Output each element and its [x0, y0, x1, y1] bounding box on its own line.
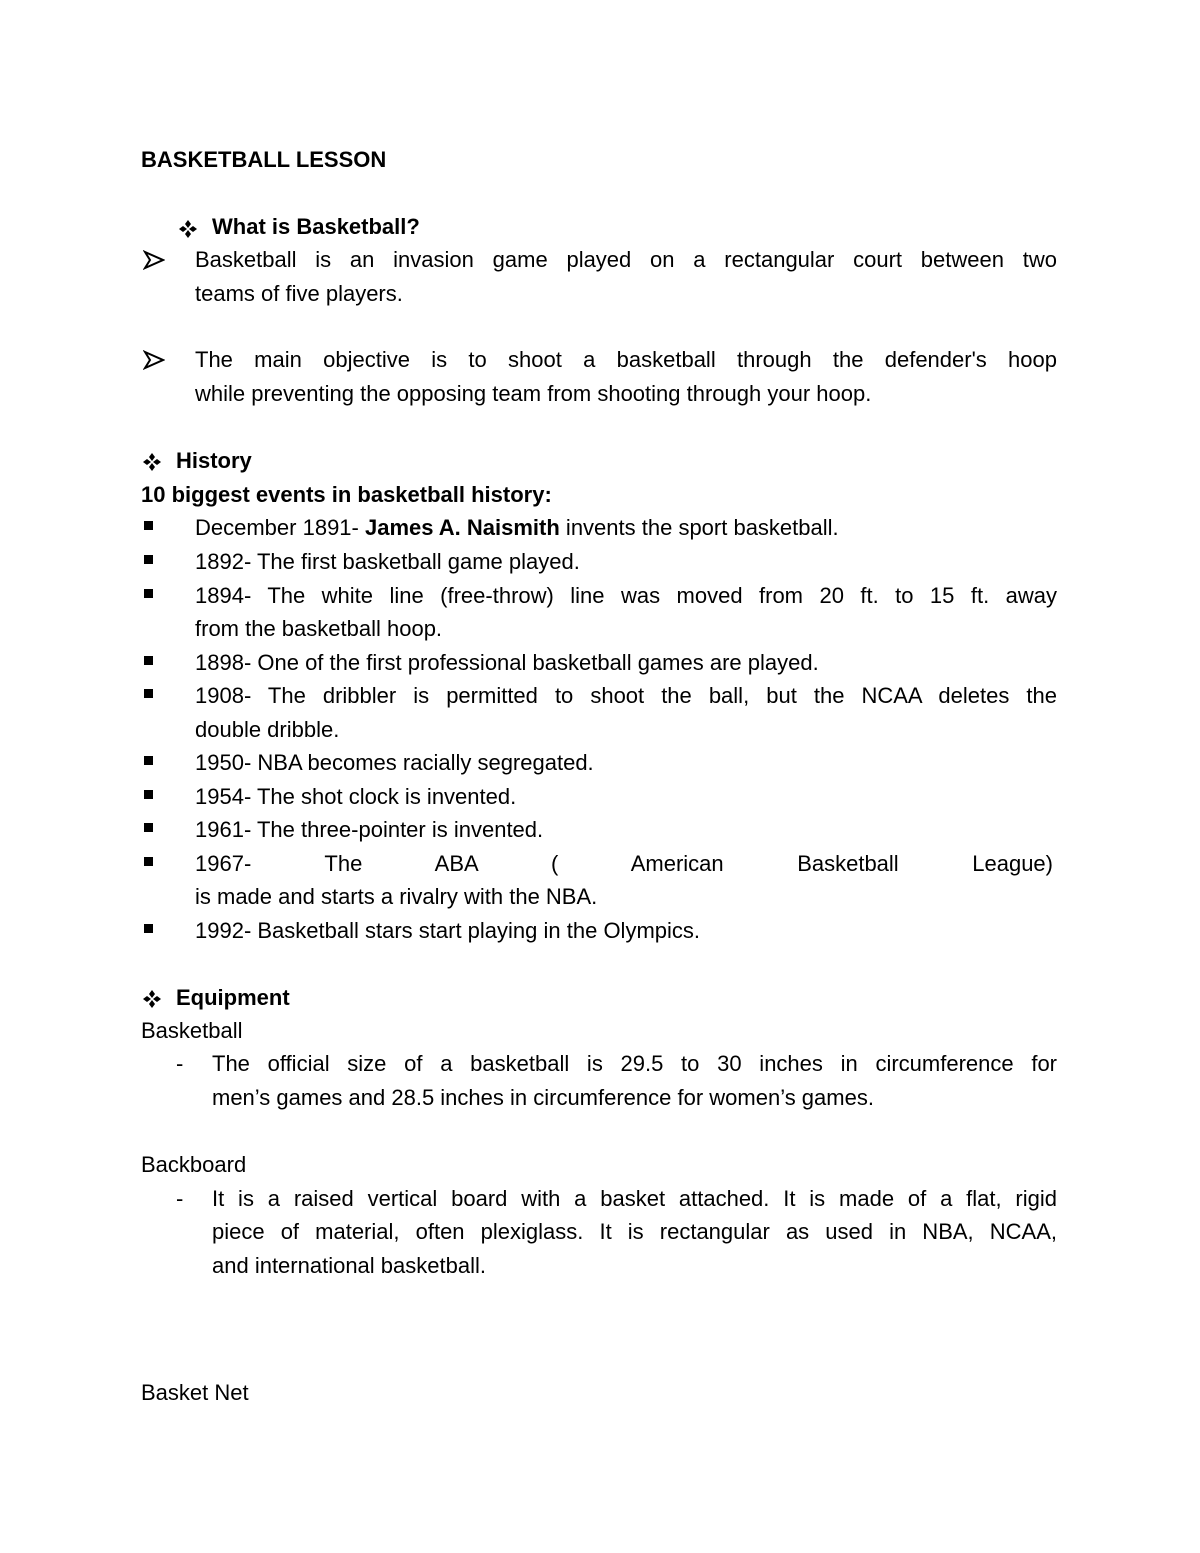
section-heading-history: History — [176, 448, 252, 473]
square-bullet-icon — [144, 589, 153, 598]
equipment-desc-line-3: and international basketball. — [212, 1253, 486, 1278]
equipment-desc-line-1: It is a raised vertical board with a basket attached. It is made of a flat, rigid — [212, 1186, 1057, 1211]
section-heading-what: What is Basketball? — [212, 214, 420, 239]
square-bullet-icon — [144, 521, 153, 530]
history-event: 1961- The three-pointer is invented. — [195, 817, 544, 842]
equipment-desc-line-1: The official size of a basketball is 29.5 to 30 inches in circumference for — [212, 1051, 1057, 1076]
history-event-line-1: 1894- The white line (free-throw) line was moved from 20 ft. to 15 ft. away — [195, 583, 1057, 608]
history-event — [195, 511, 839, 545]
what-point-2-line-1: The main objective is to shoot a basketball through the defender's hoop — [195, 347, 1057, 372]
history-event-line-1: 1967- The ABA ( American Basketball League) — [195, 851, 1053, 876]
square-bullet-icon — [144, 689, 153, 698]
history-event-line-2: from the basketball hoop. — [195, 616, 443, 641]
square-bullet-icon — [144, 857, 153, 866]
equipment-name-basket-net: Basket Net — [141, 1380, 249, 1405]
arrow-bullet-icon — [143, 350, 165, 370]
history-event-line-2: double dribble. — [195, 717, 340, 742]
what-point-1-line-1: Basketball is an invasion game played on a rectangular court between two — [195, 247, 1057, 272]
history-event: 1992- Basketball stars start playing in the Olympics. — [195, 918, 701, 943]
dash-marker: - — [176, 1186, 184, 1211]
square-bullet-icon — [144, 555, 153, 564]
history-event: 1950- NBA becomes racially segregated. — [195, 750, 594, 775]
section-heading-equipment: Equipment — [176, 985, 290, 1010]
history-event: 1892- The first basketball game played. — [195, 549, 580, 574]
equipment-name-backboard: Backboard — [141, 1152, 247, 1177]
what-point-1-line-2: teams of five players. — [195, 281, 403, 306]
history-event: 1898- One of the first professional basketball games are played. — [195, 650, 819, 675]
event-text: invents the sport basketball. — [559, 515, 839, 540]
page-title: BASKETBALL LESSON — [141, 147, 387, 172]
history-subheading: 10 biggest events in basketball history: — [141, 482, 552, 507]
history-event-line-2: is made and starts a rivalry with the NBA. — [195, 884, 598, 909]
square-bullet-icon — [144, 823, 153, 832]
event-name: James A. Naismith — [364, 515, 560, 540]
diamond-bullet-icon — [142, 989, 162, 1009]
diamond-bullet-icon — [178, 219, 198, 239]
event-text: December 1891- — [195, 515, 365, 540]
equipment-desc-line-2: piece of material, often plexiglass. It is rectangular as used in NBA, NCAA, — [212, 1219, 1057, 1244]
equipment-desc-line-2: men’s games and 28.5 inches in circumference for women’s games. — [212, 1085, 874, 1110]
square-bullet-icon — [144, 924, 153, 933]
what-point-2-line-2: while preventing the opposing team from shooting through your hoop. — [195, 381, 872, 406]
history-event: 1954- The shot clock is invented. — [195, 784, 517, 809]
arrow-bullet-icon — [143, 250, 165, 270]
dash-marker: - — [176, 1051, 184, 1076]
square-bullet-icon — [144, 656, 153, 665]
history-event-line-1: 1908- The dribbler is permitted to shoot the ball, but the NCAA deletes the — [195, 683, 1057, 708]
square-bullet-icon — [144, 790, 153, 799]
equipment-name-basketball: Basketball — [141, 1018, 243, 1043]
square-bullet-icon — [144, 756, 153, 765]
diamond-bullet-icon — [142, 452, 162, 472]
